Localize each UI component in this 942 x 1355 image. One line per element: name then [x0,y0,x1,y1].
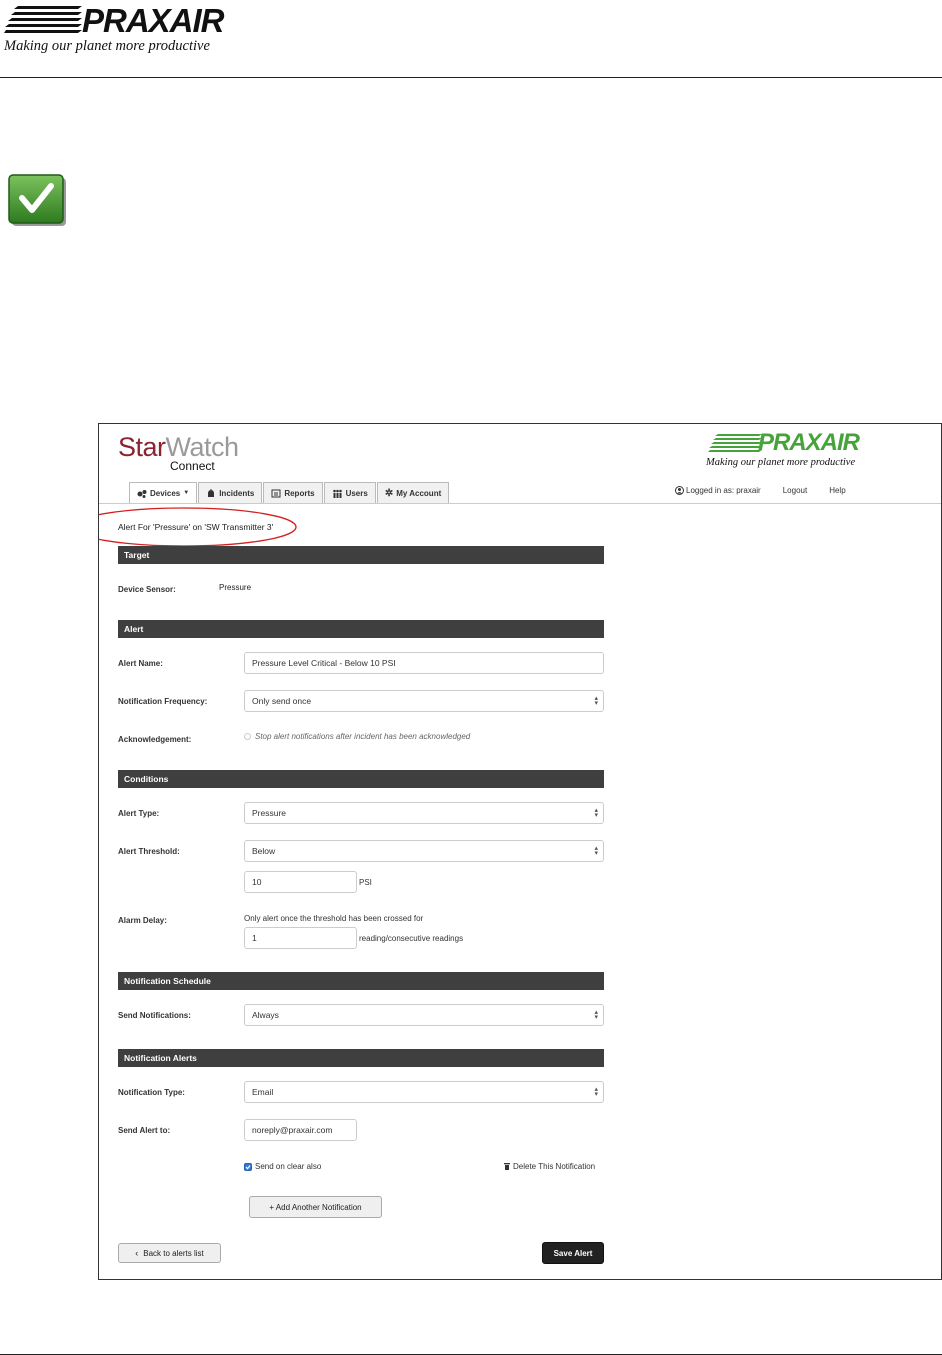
delete-notification-text: Delete This Notification [513,1162,596,1171]
tab-label: Devices [150,488,181,498]
praxair-stripes-icon [4,4,84,38]
back-label: Back to alerts list [143,1248,204,1258]
reports-icon [271,489,281,498]
logout-link[interactable]: Logout [782,485,808,495]
alarm-delay-value: 1 [252,933,257,943]
send-alert-to-value: noreply@praxair.com [252,1125,333,1135]
acknowledgement-text: Stop alert notifications after incident has been acknowledged [255,732,471,741]
add-notification-button[interactable]: + Add Another Notification [249,1196,382,1218]
help-link[interactable]: Help [829,485,846,495]
header-rule [0,77,942,78]
select-arrows-icon: ▴ ▾ [594,1086,598,1098]
delete-notification-link[interactable] [504,1162,595,1171]
section-conditions-header: Conditions [118,770,604,788]
users-icon [332,489,343,498]
alarm-delay-hint: Only alert once the threshold has been crossed for [244,914,424,923]
threshold-value: Below [252,846,276,856]
praxair-logo [706,429,860,471]
alert-type-label: Alert Type: [118,809,160,818]
notification-type-label: Notification Type: [118,1088,185,1097]
gear-icon: ✲ [384,487,394,499]
devices-icon [137,489,147,498]
send-on-clear-checkbox[interactable] [244,1163,252,1171]
logo-star: Star [118,432,166,462]
alert-threshold-select[interactable] [244,840,604,862]
section-schedule-header: Notification Schedule [118,972,604,990]
praxair-brand: PRAXAIR [758,429,860,456]
alert-threshold-label: Alert Threshold: [118,847,180,856]
annotation-ellipse [98,504,309,550]
notification-frequency-label: Notification Frequency: [118,697,208,706]
page-title: Alert For 'Pressure' on 'SW Transmitter 3' [118,522,274,532]
alarm-delay-label: Alarm Delay: [118,916,167,925]
app-screenshot [98,423,942,1280]
section-target-header: Target [118,546,604,564]
select-arrows-icon: ▴ ▾ [594,695,598,707]
checkmark-icon [8,174,68,228]
tab-label: Users [345,488,368,498]
caret-down-icon: ▼ [183,490,190,496]
doc-logo-tagline: Making our planet more productive [4,38,210,54]
alarm-delay-input[interactable] [244,927,357,949]
notification-type-select[interactable] [244,1081,604,1103]
starwatch-logo [118,433,239,473]
section-notification-alerts-header: Notification Alerts [118,1049,604,1067]
main-tabs [129,482,450,503]
tab-users[interactable] [324,482,376,503]
chevron-left-icon: ‹ [135,1248,139,1258]
frequency-value: Only send once [252,696,312,706]
notification-frequency-select[interactable] [244,690,604,712]
user-icon [675,486,684,495]
logo-watch: Watch [165,432,239,462]
trash-icon [504,1163,510,1170]
tab-devices[interactable] [129,482,197,503]
tab-reports[interactable] [263,482,322,503]
acknowledgement-label: Acknowledgement: [118,735,192,744]
alert-name-input[interactable] [244,652,604,674]
tab-label: Incidents [219,488,255,498]
device-sensor-value: Pressure [219,583,252,592]
praxair-document-logo [4,4,228,56]
select-arrows-icon: ▴ ▾ [594,807,598,819]
select-arrows-icon: ▴ ▾ [594,845,598,857]
incidents-icon [206,489,216,498]
praxair-green-stripes-icon [708,433,762,455]
threshold-amount: 10 [252,877,262,887]
user-bar [675,482,868,498]
send-alert-to-input[interactable] [244,1119,357,1141]
tab-label: Reports [284,488,315,498]
select-arrows-icon: ▴ ▾ [594,1009,598,1021]
tab-label: My Account [396,488,442,498]
send-notifications-value: Always [252,1010,279,1020]
back-to-alerts-button[interactable] [118,1243,221,1263]
tab-my-account[interactable] [377,482,449,503]
notification-type-value: Email [252,1087,274,1097]
tab-incidents[interactable] [198,482,262,503]
save-alert-button[interactable]: Save Alert [542,1242,604,1264]
threshold-amount-input[interactable] [244,871,357,893]
acknowledgement-checkbox[interactable] [244,733,251,740]
doc-logo-brand: PRAXAIR [82,2,224,39]
praxair-tagline: Making our planet more productive [706,457,856,468]
threshold-unit: PSI [359,878,372,887]
send-notifications-select[interactable] [244,1004,604,1026]
send-on-clear-option [244,1162,321,1171]
acknowledgement-option [244,732,470,741]
alarm-delay-unit: reading/consecutive readings [359,934,464,943]
device-sensor-label: Device Sensor: [118,585,176,594]
alert-type-value: Pressure [252,808,287,818]
alert-name-label: Alert Name: [118,659,163,668]
send-alert-to-label: Send Alert to: [118,1126,171,1135]
logged-in-text: Logged in as: praxair [686,485,761,495]
logo-connect: Connect [170,459,215,473]
alert-type-select[interactable] [244,802,604,824]
send-on-clear-text: Send on clear also [255,1162,322,1171]
alert-name-value: Pressure Level Critical - Below 10 PSI [252,658,396,668]
section-alert-header: Alert [118,620,604,638]
send-notifications-label: Send Notifications: [118,1011,191,1020]
